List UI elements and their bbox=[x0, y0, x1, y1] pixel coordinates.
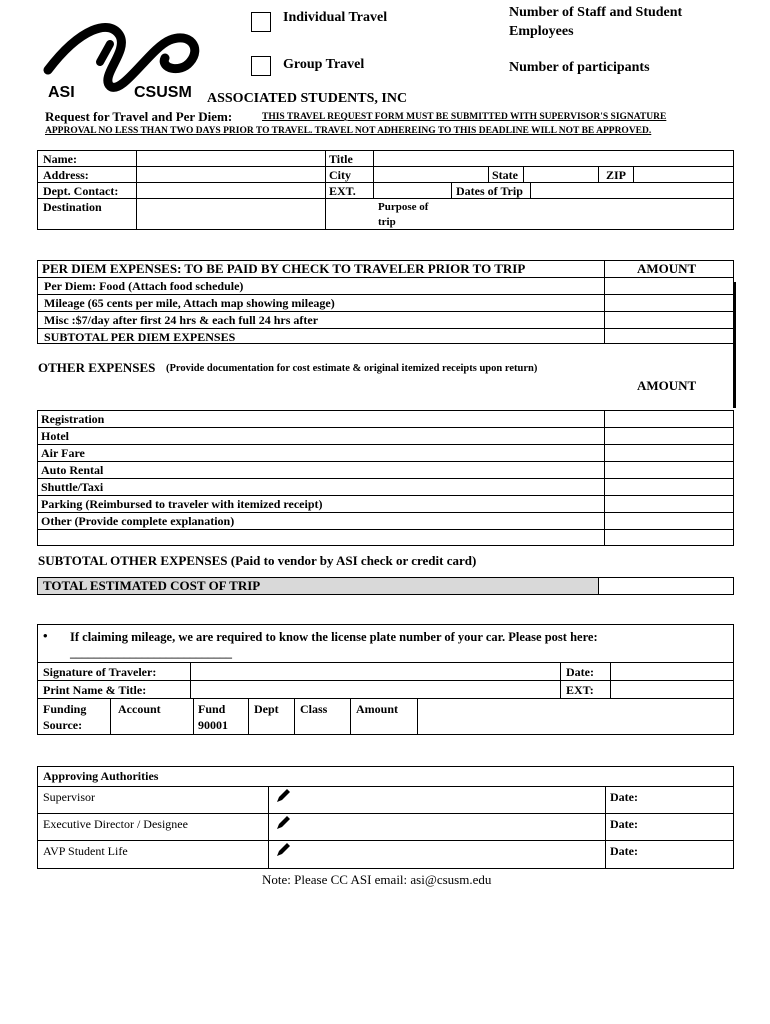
group-travel-checkbox[interactable] bbox=[251, 56, 271, 76]
state-input[interactable] bbox=[524, 167, 597, 181]
signature-input[interactable] bbox=[191, 663, 559, 679]
hotel-amount[interactable] bbox=[605, 428, 733, 443]
license-plate-blank[interactable]: ___________________________ bbox=[70, 646, 232, 660]
name-input[interactable] bbox=[137, 151, 324, 165]
bullet-icon: • bbox=[43, 628, 48, 643]
individual-travel-label: Individual Travel bbox=[283, 10, 388, 25]
destination-input[interactable] bbox=[137, 199, 324, 229]
other-expenses-note: (Provide documentation for cost estimate & original itemized receipts upon return) bbox=[166, 363, 538, 374]
approvals-header: Approving Authorities bbox=[43, 769, 159, 783]
destination-label: Destination bbox=[43, 200, 102, 214]
supervisor-signature-field[interactable] bbox=[295, 787, 604, 812]
dates-of-trip-label: Dates of Trip bbox=[456, 184, 523, 198]
per-diem-subtotal-amount[interactable] bbox=[605, 329, 733, 343]
zip-label: ZIP bbox=[606, 168, 627, 182]
total-amount[interactable] bbox=[599, 578, 733, 594]
per-diem-row-misc: Misc :$7/day after first 24 hrs & each full 24 hrs after bbox=[44, 313, 319, 327]
per-diem-row-food: Per Diem: Food (Attach food schedule) bbox=[44, 279, 244, 293]
title-label: Title bbox=[329, 152, 353, 166]
class-label: Class bbox=[300, 702, 328, 716]
parking-amount[interactable] bbox=[605, 496, 733, 511]
funding-source-label-2: Source: bbox=[43, 718, 83, 732]
participants-label: Number of participants bbox=[509, 60, 650, 75]
other-subtotal: SUBTOTAL OTHER EXPENSES (Paid to vendor by ASI check or credit card) bbox=[38, 553, 477, 568]
ext-label: EXT. bbox=[329, 184, 356, 198]
individual-travel-checkbox[interactable] bbox=[251, 12, 271, 32]
sig-ext-label: EXT: bbox=[566, 683, 594, 697]
sig-date-input[interactable] bbox=[611, 663, 733, 679]
group-travel-label: Group Travel bbox=[283, 57, 365, 72]
notice-line-1: THIS TRAVEL REQUEST FORM MUST BE SUBMITTED WITH SUPERVISOR'S SIGNATURE bbox=[262, 112, 667, 122]
footer-note: Note: Please CC ASI email: asi@csusm.edu bbox=[262, 872, 492, 887]
other-row-registration: Registration bbox=[41, 412, 105, 426]
other-expenses-header: OTHER EXPENSES bbox=[38, 360, 156, 375]
per-diem-misc-amount[interactable] bbox=[605, 312, 733, 327]
dept-contact-label: Dept. Contact: bbox=[43, 184, 119, 198]
title-input[interactable] bbox=[374, 151, 733, 165]
other-row-hotel: Hotel bbox=[41, 429, 69, 443]
total-label: TOTAL ESTIMATED COST OF TRIP bbox=[43, 578, 261, 593]
approver-avp-student-life: AVP Student Life bbox=[43, 844, 128, 858]
per-diem-row-mileage: Mileage (65 cents per mile, Attach map showing mileage) bbox=[44, 296, 335, 310]
pen-icon bbox=[275, 815, 291, 831]
avp-signature-field[interactable] bbox=[295, 841, 604, 868]
sig-date-label: Date: bbox=[566, 665, 594, 679]
other-row-airfare: Air Fare bbox=[41, 446, 85, 460]
per-diem-amount-header: AMOUNT bbox=[637, 261, 697, 276]
purpose-input[interactable] bbox=[440, 199, 733, 229]
other-row-shuttle-taxi: Shuttle/Taxi bbox=[41, 480, 104, 494]
logo-asi-text: ASI bbox=[48, 84, 75, 101]
print-name-input[interactable] bbox=[191, 681, 559, 697]
org-name: ASSOCIATED STUDENTS, INC bbox=[207, 91, 408, 106]
funding-source-label-1: Funding bbox=[43, 702, 87, 716]
other-row-auto-rental: Auto Rental bbox=[41, 463, 104, 477]
other-amount[interactable] bbox=[605, 513, 733, 528]
mileage-note: If claiming mileage, we are required to know the license plate number of your car. Please post here: bbox=[70, 630, 598, 644]
request-title: Request for Travel and Per Diem: bbox=[45, 109, 233, 124]
approver-supervisor: Supervisor bbox=[43, 790, 95, 804]
name-label: Name: bbox=[43, 152, 77, 166]
staff-employees-label-1: Number of Staff and Student bbox=[509, 5, 683, 20]
shuttle-taxi-amount[interactable] bbox=[605, 479, 733, 494]
fund-label-1: Fund bbox=[198, 702, 226, 716]
city-input[interactable] bbox=[374, 167, 487, 181]
per-diem-subtotal: SUBTOTAL PER DIEM EXPENSES bbox=[44, 330, 236, 344]
per-diem-header: PER DIEM EXPENSES: TO BE PAID BY CHECK TO TRAVELER PRIOR TO TRIP bbox=[42, 261, 526, 276]
other-row-other: Other (Provide complete explanation) bbox=[41, 514, 235, 528]
executive-director-date-label: Date: bbox=[610, 817, 638, 831]
signature-of-traveler-label: Signature of Traveler: bbox=[43, 665, 157, 679]
purpose-label-2: trip bbox=[378, 216, 396, 228]
approver-executive-director: Executive Director / Designee bbox=[43, 817, 188, 831]
dept-label: Dept bbox=[254, 702, 279, 716]
auto-rental-amount[interactable] bbox=[605, 462, 733, 477]
sig-ext-input[interactable] bbox=[611, 681, 733, 697]
per-diem-food-amount[interactable] bbox=[605, 278, 733, 293]
registration-amount[interactable] bbox=[605, 411, 733, 426]
supervisor-date-label: Date: bbox=[610, 790, 638, 804]
executive-director-signature-field[interactable] bbox=[295, 814, 604, 839]
print-name-label: Print Name & Title: bbox=[43, 683, 147, 697]
pen-icon bbox=[275, 788, 291, 804]
zip-input[interactable] bbox=[634, 167, 733, 181]
airfare-amount[interactable] bbox=[605, 445, 733, 460]
dates-of-trip-input[interactable] bbox=[531, 183, 733, 197]
amount-label: Amount bbox=[356, 702, 399, 716]
address-input[interactable] bbox=[137, 167, 324, 181]
staff-employees-label-2: Employees bbox=[509, 24, 574, 39]
logo-csusm-text: CSUSM bbox=[134, 84, 192, 101]
ext-input[interactable] bbox=[374, 183, 450, 197]
per-diem-mileage-amount[interactable] bbox=[605, 295, 733, 310]
avp-date-label: Date: bbox=[610, 844, 638, 858]
pen-icon bbox=[275, 842, 291, 858]
other-amount-header: AMOUNT bbox=[637, 378, 697, 393]
state-label: State bbox=[492, 168, 518, 182]
dept-contact-input[interactable] bbox=[137, 183, 324, 197]
fund-label-2: 90001 bbox=[198, 718, 228, 732]
address-label: Address: bbox=[43, 168, 89, 182]
notice-line-2: APPROVAL NO LESS THAN TWO DAYS PRIOR TO TRAVEL. TRAVEL NOT ADHEREING TO THIS DEADLINE WILL NOT BE APPROVED. bbox=[45, 126, 652, 136]
purpose-label-1: Purpose of bbox=[378, 201, 429, 213]
city-label: City bbox=[329, 168, 351, 182]
account-label: Account bbox=[118, 702, 161, 716]
other-row-parking: Parking (Reimbursed to traveler with itemized receipt) bbox=[41, 497, 323, 511]
